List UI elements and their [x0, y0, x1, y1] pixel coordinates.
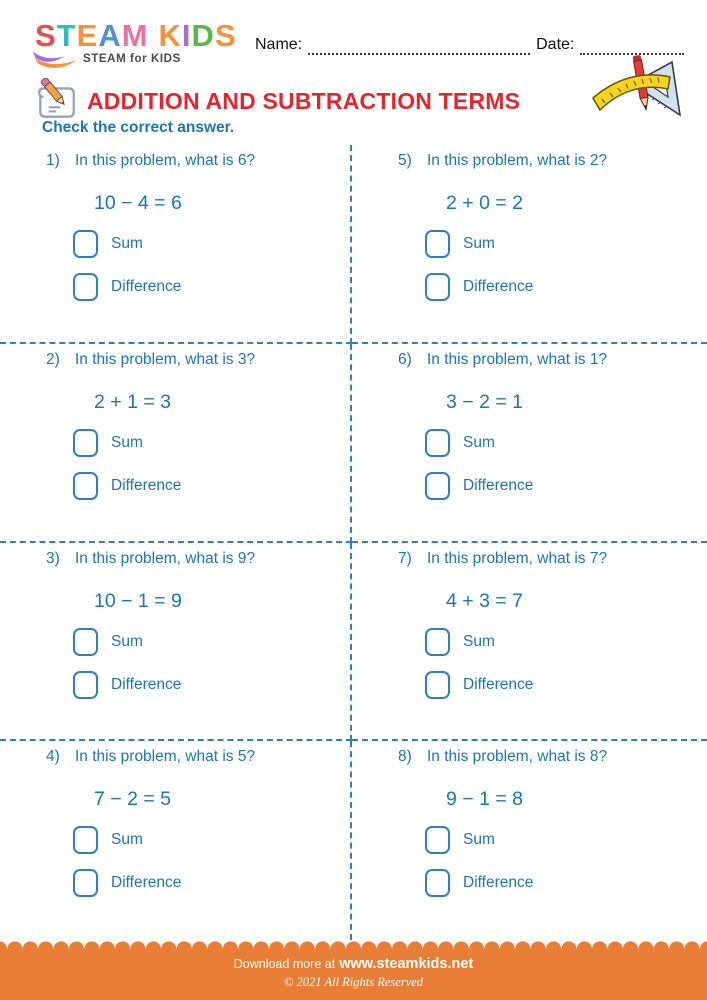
problem-question: In this problem, what is 7?: [427, 549, 608, 567]
problem-2-sum-checkbox[interactable]: [73, 429, 98, 457]
logo-subtitle: STEAM for KIDS: [83, 53, 181, 65]
problem-question: In this problem, what is 8?: [427, 748, 608, 766]
name-line[interactable]: [308, 37, 530, 55]
problem-question: In this problem, what is 9?: [75, 549, 256, 567]
problem-6-difference-checkbox[interactable]: [425, 472, 450, 500]
sum-label: Sum: [463, 235, 495, 252]
problem-1-difference-checkbox[interactable]: [73, 273, 98, 301]
problem-equation: 2 + 0 = 2: [446, 192, 523, 214]
difference-label: Difference: [111, 278, 182, 295]
sum-label: Sum: [111, 831, 143, 849]
problem-8-difference-checkbox[interactable]: [425, 869, 450, 897]
problems-grid: [0, 145, 707, 940]
problem-3-difference-checkbox[interactable]: [73, 671, 98, 699]
logo-letter: K: [158, 18, 182, 53]
logo-word: [35, 20, 237, 51]
problem-equation: 2 + 1 = 3: [94, 390, 171, 413]
problem-number: 6): [398, 350, 412, 368]
problem-number: 4): [46, 748, 60, 766]
problem-number: 7): [398, 549, 412, 567]
difference-label: Difference: [111, 476, 182, 494]
footer: [0, 940, 707, 1000]
problem-5-difference-checkbox[interactable]: [425, 273, 450, 301]
problem-number: 5): [398, 152, 412, 169]
problem-equation: 4 + 3 = 7: [446, 589, 523, 612]
difference-label: Difference: [111, 675, 182, 693]
logo-letter: S: [214, 18, 237, 53]
sum-label: Sum: [463, 433, 495, 451]
title-row: [33, 78, 520, 124]
problem-6-cell: [352, 344, 707, 543]
scallop-edge: [0, 940, 707, 949]
difference-label: Difference: [463, 675, 534, 693]
problem-3-sum-checkbox[interactable]: [73, 628, 98, 656]
problem-1-cell: [0, 145, 352, 344]
logo-letter: I: [181, 18, 192, 53]
problem-question: In this problem, what is 3?: [75, 350, 256, 368]
problem-question: In this problem, what is 1?: [427, 350, 608, 368]
problem-7-cell: [352, 543, 707, 742]
problem-question: In this problem, what is 2?: [427, 152, 608, 169]
problem-equation: 9 − 1 = 8: [446, 788, 523, 811]
problem-question: In this problem, what is 5?: [75, 748, 256, 766]
sum-label: Sum: [463, 831, 495, 849]
problem-equation: 10 − 4 = 6: [94, 192, 182, 214]
logo-letter: T: [56, 18, 77, 53]
instruction-text: Check the correct answer.: [42, 119, 235, 136]
logo-swoosh-icon: [31, 49, 79, 69]
difference-label: Difference: [463, 278, 534, 295]
problem-equation: 10 − 1 = 9: [94, 589, 182, 612]
sum-label: Sum: [111, 235, 143, 252]
problem-6-sum-checkbox[interactable]: [425, 429, 450, 457]
difference-label: Difference: [111, 874, 182, 892]
problem-number: 8): [398, 748, 412, 766]
problem-8-sum-checkbox[interactable]: [425, 826, 450, 854]
problem-question: In this problem, what is 6?: [75, 152, 256, 169]
problem-number: 1): [46, 152, 60, 169]
problem-7-difference-checkbox[interactable]: [425, 671, 450, 699]
date-label: Date:: [536, 36, 575, 53]
logo-letter: M: [121, 18, 149, 53]
problem-8-cell: [352, 741, 707, 940]
logo-letter: D: [191, 18, 215, 53]
logo-letter: E: [76, 18, 99, 53]
problem-equation: 3 − 2 = 1: [446, 390, 523, 413]
pencil-scroll-icon: [33, 78, 79, 124]
difference-label: Difference: [463, 476, 534, 494]
problem-4-cell: [0, 741, 352, 940]
problem-7-sum-checkbox[interactable]: [425, 628, 450, 656]
difference-label: Difference: [463, 874, 534, 892]
steamkids-logo: [35, 20, 237, 69]
problem-3-cell: [0, 543, 352, 742]
sum-label: Sum: [111, 632, 143, 650]
problem-number: 2): [46, 350, 60, 368]
problem-4-difference-checkbox[interactable]: [73, 869, 98, 897]
footer-download-text: Download more at: [233, 957, 336, 971]
problem-1-sum-checkbox[interactable]: [73, 230, 98, 258]
footer-site-link[interactable]: www.steamkids.net: [339, 956, 474, 972]
problem-2-cell: [0, 344, 352, 543]
problem-5-sum-checkbox[interactable]: [425, 230, 450, 258]
problem-4-sum-checkbox[interactable]: [73, 826, 98, 854]
footer-copyright: © 2021 All Rights Reserved: [283, 975, 424, 989]
logo-letter: A: [98, 18, 122, 53]
sum-label: Sum: [463, 632, 495, 650]
problem-equation: 7 − 2 = 5: [94, 788, 171, 811]
sum-label: Sum: [111, 433, 143, 451]
problem-5-cell: [352, 145, 707, 344]
ruler-setsquare-icon: [590, 52, 685, 122]
logo-letter: S: [35, 18, 57, 53]
page-title: ADDITION AND SUBTRACTION TERMS: [87, 87, 521, 114]
name-label: Name:: [255, 36, 303, 53]
footer-band: [0, 949, 707, 1000]
problem-2-difference-checkbox[interactable]: [73, 472, 98, 500]
problem-number: 3): [46, 549, 60, 567]
